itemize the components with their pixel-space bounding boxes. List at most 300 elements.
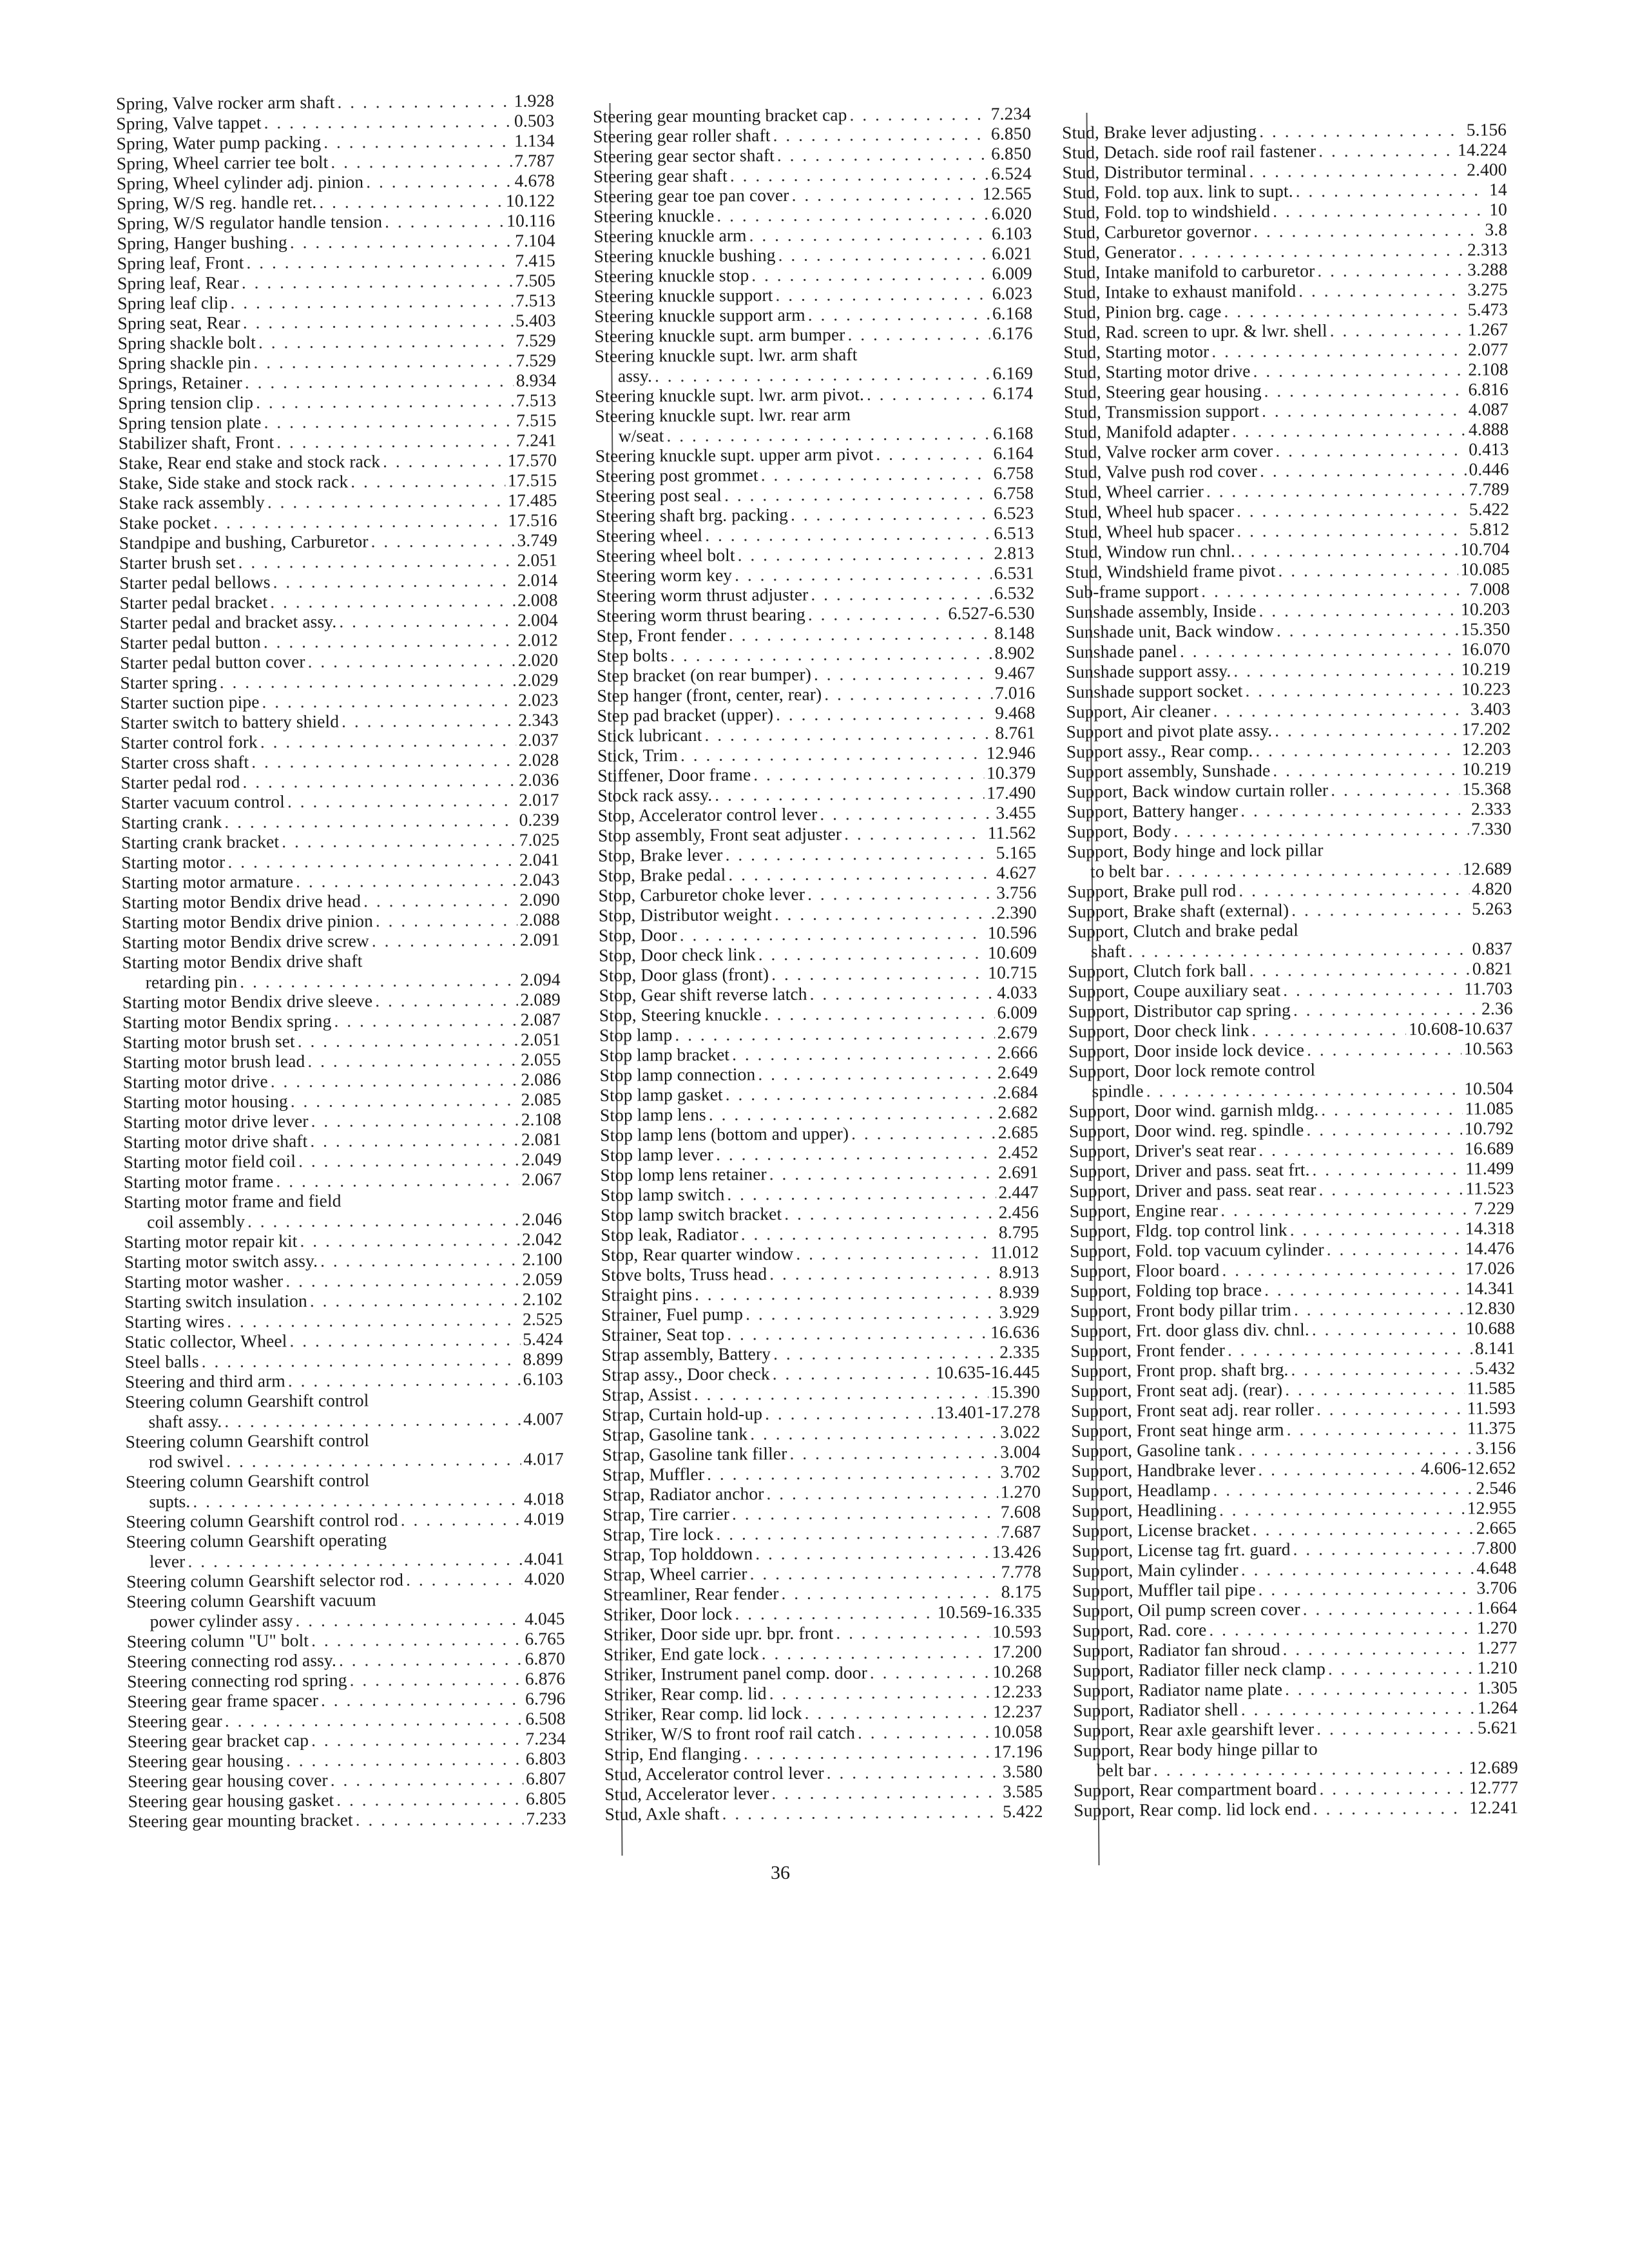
leader-dots bbox=[1179, 240, 1465, 262]
leader-dots bbox=[1258, 599, 1458, 620]
leader-dots bbox=[732, 1043, 995, 1064]
leader-dots bbox=[238, 550, 514, 572]
entry-name: Stud, Accelerator lever bbox=[604, 1783, 769, 1804]
index-entry bbox=[122, 1049, 561, 1072]
entry-name: Spring, W/S reg. handle ret. bbox=[117, 191, 317, 213]
index-entry bbox=[594, 283, 1032, 306]
entry-reference-number: 2.051 bbox=[520, 1029, 561, 1050]
entry-name: Steering gear housing bbox=[127, 1750, 284, 1771]
entry-reference-number: 2.313 bbox=[1467, 239, 1508, 260]
entry-name: Support, Rear axle gearshift lever bbox=[1073, 1718, 1315, 1740]
entry-name: Support, Body hinge and lock pillar bbox=[1066, 840, 1324, 861]
entry-reference-number: 1.267 bbox=[1467, 319, 1509, 340]
leader-dots bbox=[1166, 859, 1460, 881]
entry-reference-number: 2.085 bbox=[521, 1089, 562, 1110]
entry-reference-number: 14 bbox=[1489, 179, 1507, 200]
leader-dots bbox=[1285, 1378, 1465, 1399]
entry-reference-number: 4.678 bbox=[514, 170, 555, 191]
leader-dots bbox=[746, 1302, 997, 1324]
leader-dots bbox=[725, 843, 993, 865]
index-entry bbox=[1068, 998, 1513, 1021]
entry-name: Starter cross shaft bbox=[120, 751, 249, 773]
index-entry bbox=[117, 170, 555, 193]
entry-name: Starting motor Bendix drive head bbox=[121, 890, 361, 912]
entry-reference-number: 2.008 bbox=[517, 590, 558, 610]
entry-name: Support, Air cleaner bbox=[1066, 700, 1211, 722]
entry-reference-number: 0.239 bbox=[519, 809, 559, 830]
leader-dots bbox=[1321, 1099, 1462, 1120]
entry-reference-number: 2.094 bbox=[520, 969, 561, 990]
index-entry bbox=[1062, 119, 1507, 142]
entry-reference-number: 10 bbox=[1489, 199, 1508, 220]
index-entry bbox=[1064, 439, 1509, 462]
index-entry bbox=[1067, 878, 1512, 901]
entry-name: Spring, Wheel carrier tee bolt bbox=[116, 151, 329, 173]
entry-reference-number: 4.018 bbox=[523, 1488, 564, 1509]
entry-name: Strap, Gasoline tank bbox=[602, 1423, 748, 1445]
entry-name: Sunshade support socket bbox=[1066, 680, 1243, 702]
leader-dots bbox=[1278, 559, 1458, 581]
entry-name: Support, Radiator shell bbox=[1073, 1699, 1239, 1720]
index-entry bbox=[599, 922, 1037, 945]
leader-dots bbox=[1277, 619, 1459, 640]
index-entry bbox=[604, 1701, 1042, 1724]
entry-name: Steering gear housing gasket bbox=[128, 1789, 334, 1811]
index-entry bbox=[123, 1069, 561, 1092]
entry-reference-number: 6.168 bbox=[992, 303, 1033, 323]
index-entry bbox=[596, 543, 1034, 566]
entry-name: Support, Oil pump screen cover bbox=[1072, 1599, 1300, 1620]
leader-dots bbox=[287, 790, 517, 811]
entry-reference-number: 2.679 bbox=[997, 1022, 1038, 1043]
entry-name: Support, Main cylinder bbox=[1072, 1559, 1239, 1581]
entry-name: Starting wires bbox=[124, 1311, 225, 1332]
entry-reference-number: 6.164 bbox=[993, 443, 1034, 463]
leader-dots bbox=[851, 1122, 996, 1144]
leader-dots bbox=[1307, 1039, 1461, 1060]
entry-name: Starting motor brush set bbox=[122, 1031, 295, 1052]
leader-dots bbox=[717, 204, 989, 226]
entry-name: Stop, Brake lever bbox=[598, 844, 723, 865]
index-entry bbox=[116, 90, 554, 113]
entry-name: Spring, Water pump packing bbox=[116, 131, 322, 153]
entry-reference-number: 10.563 bbox=[1463, 1038, 1514, 1059]
leader-dots bbox=[1283, 979, 1461, 1000]
entry-name: Stabilizer shaft, Front bbox=[118, 432, 275, 453]
leader-dots bbox=[1201, 579, 1467, 601]
leader-dots bbox=[778, 244, 989, 265]
leader-dots bbox=[705, 523, 991, 545]
leader-dots bbox=[814, 663, 992, 684]
entry-reference-number: 9.467 bbox=[994, 662, 1036, 683]
entry-name: Spring seat, Rear bbox=[117, 312, 240, 333]
leader-dots bbox=[771, 963, 985, 984]
entry-reference-number: 7.789 bbox=[1469, 479, 1510, 499]
entry-reference-number: 6.021 bbox=[992, 243, 1032, 264]
entry-reference-number: 7.529 bbox=[516, 330, 556, 351]
entry-reference-number: 2.046 bbox=[521, 1209, 563, 1229]
entry-reference-number: 5.156 bbox=[1466, 119, 1507, 140]
leader-dots bbox=[267, 490, 506, 512]
entry-name: Striker, Door lock bbox=[603, 1603, 733, 1624]
entry-reference-number: 8.148 bbox=[994, 622, 1035, 643]
leader-dots bbox=[1213, 699, 1469, 721]
entry-reference-number: 0.837 bbox=[1472, 938, 1513, 959]
entry-name: Starting motor frame and field bbox=[123, 1190, 342, 1212]
index-entry bbox=[602, 1361, 1040, 1385]
leader-dots bbox=[1173, 819, 1469, 841]
entry-name-continuation: lever bbox=[149, 1551, 186, 1571]
entry-name: Steering gear bbox=[127, 1710, 222, 1731]
entry-name: Starter spring bbox=[120, 671, 217, 693]
entry-reference-number: 2.452 bbox=[998, 1142, 1039, 1162]
leader-dots bbox=[807, 883, 994, 904]
leader-dots bbox=[727, 1322, 988, 1344]
entry-name: Support, Front seat adj. rear roller bbox=[1070, 1399, 1315, 1421]
entry-name: Steering knuckle bbox=[593, 205, 715, 226]
entry-name: Support, Engine rear bbox=[1069, 1200, 1219, 1221]
entry-name: Starter pedal and bracket assy. bbox=[119, 611, 337, 633]
index-entry bbox=[599, 1062, 1037, 1085]
entry-name: Stud, Intake manifold to carburetor bbox=[1063, 260, 1315, 282]
entry-reference-number: 15.390 bbox=[990, 1381, 1041, 1402]
leader-dots bbox=[784, 1202, 996, 1224]
entry-name: Support, Frt. door glass div. chnl. bbox=[1070, 1319, 1309, 1341]
index-entry bbox=[1063, 319, 1508, 342]
entry-reference-number: 4.087 bbox=[1468, 399, 1509, 419]
entry-reference-number: 5.422 bbox=[1469, 499, 1510, 519]
leader-dots bbox=[331, 1769, 523, 1790]
entry-name: Stop, Rear quarter window bbox=[601, 1243, 794, 1265]
entry-reference-number: 2.813 bbox=[994, 543, 1034, 563]
entry-reference-number: 6.850 bbox=[991, 143, 1032, 164]
entry-reference-number: 15.368 bbox=[1461, 778, 1512, 799]
entry-name: Support, Clutch and brake pedal bbox=[1067, 919, 1299, 941]
leader-dots bbox=[262, 690, 516, 712]
entry-name: Support, Front body pillar trim bbox=[1070, 1299, 1292, 1321]
leader-dots bbox=[870, 1662, 990, 1682]
index-entry bbox=[127, 1648, 565, 1671]
entry-name: Starting motor armature bbox=[121, 871, 294, 892]
leader-dots bbox=[773, 1342, 997, 1363]
entry-reference-number: 7.241 bbox=[516, 430, 557, 450]
leader-dots bbox=[323, 131, 512, 152]
entry-reference-number: 14.318 bbox=[1465, 1218, 1515, 1238]
index-entry bbox=[604, 1681, 1042, 1704]
entry-reference-number: 14.341 bbox=[1465, 1278, 1515, 1298]
index-entry bbox=[119, 570, 557, 593]
entry-name: Spring, Valve tappet bbox=[116, 112, 262, 133]
leader-dots bbox=[375, 990, 518, 1011]
entry-name: Support, Front fender bbox=[1070, 1340, 1226, 1361]
entry-name: Starter pedal bracket bbox=[119, 591, 268, 613]
leader-dots bbox=[220, 670, 516, 692]
entry-name: Steering gear roller shaft bbox=[593, 125, 771, 146]
entry-reference-number: 2.086 bbox=[521, 1069, 561, 1090]
entry-reference-number: 10.122 bbox=[505, 190, 555, 211]
entry-name: Starter pedal bellows bbox=[119, 572, 271, 593]
entry-reference-number: 2.049 bbox=[521, 1149, 562, 1169]
entry-name: Support, Rear compartment board bbox=[1073, 1778, 1317, 1800]
leader-dots bbox=[339, 610, 515, 631]
index-entry bbox=[604, 1741, 1043, 1764]
index-entry bbox=[593, 123, 1031, 146]
leader-dots bbox=[319, 191, 503, 212]
index-entry bbox=[122, 989, 561, 1012]
entry-reference-number: 0.413 bbox=[1469, 439, 1509, 459]
entry-name: Support, Distributor cap spring bbox=[1068, 999, 1291, 1021]
leader-dots bbox=[286, 1749, 523, 1771]
index-entry bbox=[1070, 1258, 1514, 1281]
entry-reference-number: 5.473 bbox=[1467, 299, 1509, 320]
entry-name: Stud, Accelerator control lever bbox=[604, 1762, 824, 1784]
index-entry bbox=[123, 1089, 561, 1112]
entry-name: Support, Radiator filler neck clamp bbox=[1072, 1658, 1326, 1680]
entry-reference-number: 7.233 bbox=[526, 1808, 566, 1829]
leader-dots bbox=[1312, 1318, 1463, 1340]
index-entry bbox=[600, 1122, 1038, 1145]
entry-name: Step pad bracket (upper) bbox=[597, 704, 774, 726]
entry-reference-number: 2.029 bbox=[517, 669, 559, 690]
entry-name: Starter pedal button cover bbox=[120, 651, 305, 673]
index-entry bbox=[594, 323, 1032, 346]
index-entry bbox=[602, 1521, 1041, 1544]
index-entry bbox=[124, 1169, 562, 1192]
entry-name: Stud, Window run chnl. bbox=[1065, 541, 1235, 562]
entry-reference-number: 11.593 bbox=[1467, 1398, 1516, 1418]
index-entry bbox=[1065, 539, 1510, 562]
leader-dots bbox=[820, 803, 993, 824]
index-entry bbox=[1066, 698, 1510, 722]
entry-reference-number: 6.103 bbox=[991, 223, 1032, 244]
entry-reference-number: 10.608-10.637 bbox=[1409, 1018, 1513, 1039]
leader-dots bbox=[876, 443, 990, 464]
entry-reference-number: 8.141 bbox=[1474, 1338, 1516, 1358]
entry-reference-number: 7.330 bbox=[1471, 818, 1512, 839]
entry-name: Stud, Manifold adapter bbox=[1064, 421, 1229, 442]
entry-reference-number: 10.569-16.335 bbox=[937, 1601, 1042, 1622]
entry-name-continuation: w/seat bbox=[618, 425, 664, 446]
index-entry bbox=[120, 610, 558, 633]
leader-dots bbox=[1259, 120, 1464, 141]
entry-name: Sub-frame support bbox=[1065, 581, 1199, 602]
index-entry bbox=[603, 1541, 1041, 1564]
leader-dots bbox=[776, 703, 992, 724]
leader-dots bbox=[1232, 419, 1466, 441]
entry-reference-number: 2.020 bbox=[517, 649, 559, 670]
entry-reference-number: 3.275 bbox=[1467, 279, 1508, 300]
entry-name: Step bolts bbox=[596, 645, 668, 666]
entry-name: Strap assy., Door check bbox=[601, 1363, 770, 1385]
leader-dots bbox=[1331, 779, 1460, 800]
index-entry bbox=[1070, 1218, 1514, 1241]
entry-name: Steering gear housing cover bbox=[128, 1769, 328, 1791]
leader-dots bbox=[300, 1229, 519, 1251]
index-entry bbox=[1064, 399, 1509, 422]
entry-name: Starting motor repair kit bbox=[124, 1231, 298, 1252]
leader-dots bbox=[858, 1722, 991, 1742]
entry-reference-number: 7.505 bbox=[515, 270, 556, 291]
entry-reference-number: 14.224 bbox=[1457, 139, 1507, 160]
index-entry bbox=[118, 350, 556, 373]
entry-name: Stove bolts, Truss head bbox=[601, 1264, 767, 1285]
leader-dots bbox=[288, 1369, 521, 1391]
entry-name: Support, Driver's seat rear bbox=[1069, 1139, 1257, 1161]
index-entry bbox=[600, 1082, 1038, 1105]
entry-reference-number: 2.090 bbox=[519, 889, 560, 910]
leader-dots bbox=[1258, 1458, 1418, 1479]
leader-dots bbox=[1128, 939, 1470, 961]
index-entry bbox=[604, 1801, 1043, 1824]
entry-name: Stick, Trim bbox=[597, 745, 679, 765]
index-entry bbox=[120, 769, 559, 793]
entry-name: Support, Driver and pass. seat frt. bbox=[1069, 1159, 1310, 1181]
entry-name: Stop lamp switch bracket bbox=[600, 1203, 782, 1225]
index-entry bbox=[1069, 1098, 1514, 1121]
entry-name: Static collector, Wheel bbox=[124, 1331, 287, 1352]
entry-reference-number: 2.682 bbox=[998, 1102, 1039, 1122]
entry-name: Stop lamp lens bbox=[599, 1104, 706, 1125]
leader-dots bbox=[707, 1462, 998, 1484]
entry-name: Starter brush set bbox=[119, 552, 236, 573]
entry-reference-number: 2.051 bbox=[517, 550, 558, 570]
entry-name: Steering gear mounting bracket bbox=[128, 1809, 353, 1831]
index-entry bbox=[601, 1262, 1039, 1285]
entry-reference-number: 0.821 bbox=[1472, 958, 1513, 979]
leader-dots bbox=[363, 890, 517, 911]
entry-name: Sunshade unit, Back window bbox=[1065, 620, 1275, 642]
index-entry bbox=[1065, 459, 1509, 482]
entry-reference-number: 12.565 bbox=[982, 183, 1032, 204]
index-column-3 bbox=[1062, 119, 1518, 1820]
entry-reference-number: 4.820 bbox=[1471, 878, 1512, 899]
entry-name: Stud, Valve rocker arm cover bbox=[1064, 440, 1273, 462]
entry-name: Starter vacuum control bbox=[120, 791, 285, 812]
leader-dots bbox=[1293, 1538, 1474, 1559]
leader-dots bbox=[729, 623, 992, 645]
entry-name: Starting motor frame bbox=[123, 1171, 274, 1192]
entry-reference-number: 5.403 bbox=[515, 310, 556, 331]
index-entry bbox=[602, 1421, 1040, 1445]
entry-name: Spring leaf, Front bbox=[117, 252, 244, 273]
entry-name: Spring shackle pin bbox=[117, 352, 251, 373]
entry-reference-number: 10.223 bbox=[1461, 678, 1511, 699]
leader-dots bbox=[769, 1262, 996, 1283]
entry-name: Strap assembly, Battery bbox=[601, 1343, 771, 1365]
index-entry bbox=[1063, 239, 1507, 262]
leader-dots bbox=[695, 1282, 997, 1304]
leader-dots bbox=[758, 1062, 995, 1084]
entry-name: Striker, Rear comp. lid lock bbox=[604, 1702, 802, 1724]
entry-name: Steering gear shaft bbox=[593, 165, 728, 186]
leader-dots bbox=[827, 1762, 1000, 1783]
index-entry bbox=[124, 1309, 563, 1332]
entry-name: Stake pocket bbox=[119, 512, 211, 533]
index-entry bbox=[1068, 918, 1512, 961]
leader-dots bbox=[321, 1689, 523, 1710]
entry-reference-number: 3.8 bbox=[1485, 219, 1508, 240]
index-entry bbox=[1066, 778, 1511, 802]
entry-name: Stick lubricant bbox=[597, 724, 702, 745]
leader-dots bbox=[722, 1802, 1000, 1823]
index-entry bbox=[595, 463, 1034, 486]
leader-dots bbox=[1328, 1658, 1475, 1679]
index-entry bbox=[601, 1242, 1039, 1265]
entry-reference-number: 11.703 bbox=[1464, 978, 1513, 999]
index-entry bbox=[595, 343, 1033, 386]
entry-reference-number: 11.012 bbox=[990, 1242, 1039, 1262]
entry-reference-number: 2.335 bbox=[999, 1341, 1040, 1362]
entry-reference-number: 2.014 bbox=[517, 570, 558, 590]
entry-name: Springs, Retainer bbox=[118, 372, 242, 393]
entry-reference-number: 11.562 bbox=[987, 822, 1036, 843]
entry-name: Starting switch insulation bbox=[124, 1290, 307, 1312]
index-entry bbox=[601, 1182, 1039, 1205]
leader-dots bbox=[1253, 219, 1483, 240]
leader-dots bbox=[1283, 1638, 1475, 1659]
index-entry bbox=[122, 1029, 561, 1052]
leader-dots bbox=[1239, 879, 1469, 900]
entry-name: Starting motor Bendix drive sleeve bbox=[122, 990, 373, 1012]
entry-name: Steering knuckle support arm bbox=[594, 304, 805, 326]
entry-name: Steering worm thrust bearing bbox=[596, 604, 805, 626]
index-entry bbox=[119, 550, 557, 573]
entry-name: Steering post grommet bbox=[595, 465, 758, 486]
entry-name: Step hanger (front, center, rear) bbox=[597, 684, 822, 706]
leader-dots bbox=[1249, 959, 1470, 980]
index-entry bbox=[1067, 898, 1512, 921]
entry-name: Steering connecting rod assy. bbox=[126, 1649, 337, 1671]
entry-name: Steering worm key bbox=[595, 564, 733, 586]
index-entry bbox=[1068, 1018, 1513, 1041]
entry-name: Striker, W/S to front roof rail catch bbox=[604, 1722, 856, 1744]
entry-name: Steering gear sector shaft bbox=[593, 145, 775, 166]
leader-dots bbox=[295, 1609, 522, 1630]
entry-name: Support, Front seat hinge arm bbox=[1071, 1419, 1284, 1441]
leader-dots bbox=[1287, 1418, 1465, 1439]
leader-dots bbox=[1258, 1139, 1462, 1160]
index-entry bbox=[595, 443, 1034, 466]
entry-name: Starting motor drive shaft bbox=[123, 1130, 308, 1152]
entry-reference-number: 2.400 bbox=[1467, 159, 1507, 180]
entry-reference-number: 6.523 bbox=[993, 503, 1034, 523]
entry-reference-number: 4.017 bbox=[523, 1448, 564, 1469]
entry-reference-number: 16.689 bbox=[1464, 1138, 1514, 1158]
index-entry bbox=[127, 1628, 565, 1651]
leader-dots bbox=[726, 1082, 996, 1104]
index-entry bbox=[599, 982, 1037, 1005]
index-entry bbox=[594, 263, 1032, 286]
entry-reference-number: 1.664 bbox=[1476, 1597, 1518, 1618]
entry-reference-number: 1.210 bbox=[1477, 1657, 1518, 1678]
entry-reference-number: 2.055 bbox=[520, 1049, 561, 1070]
index-entry bbox=[1074, 1797, 1518, 1820]
entry-reference-number: 6.513 bbox=[994, 523, 1034, 543]
entry-name: Starting motor Bendix spring bbox=[122, 1010, 332, 1032]
index-entry bbox=[597, 682, 1035, 706]
entry-name: Stake, Rear end stake and stock rack bbox=[118, 451, 381, 473]
entry-name: Sunshade panel bbox=[1065, 640, 1178, 662]
leader-dots bbox=[1306, 1119, 1461, 1140]
index-entry bbox=[593, 203, 1032, 226]
entry-name: Support, Folding top brace bbox=[1070, 1279, 1262, 1301]
entry-reference-number: 2.685 bbox=[998, 1122, 1039, 1142]
index-entry bbox=[601, 1341, 1039, 1365]
leader-dots bbox=[1262, 399, 1466, 421]
entry-name: Stop, Distributor weight bbox=[598, 904, 772, 925]
index-column-1 bbox=[116, 90, 566, 1831]
entry-reference-number: 4.648 bbox=[1476, 1557, 1517, 1578]
